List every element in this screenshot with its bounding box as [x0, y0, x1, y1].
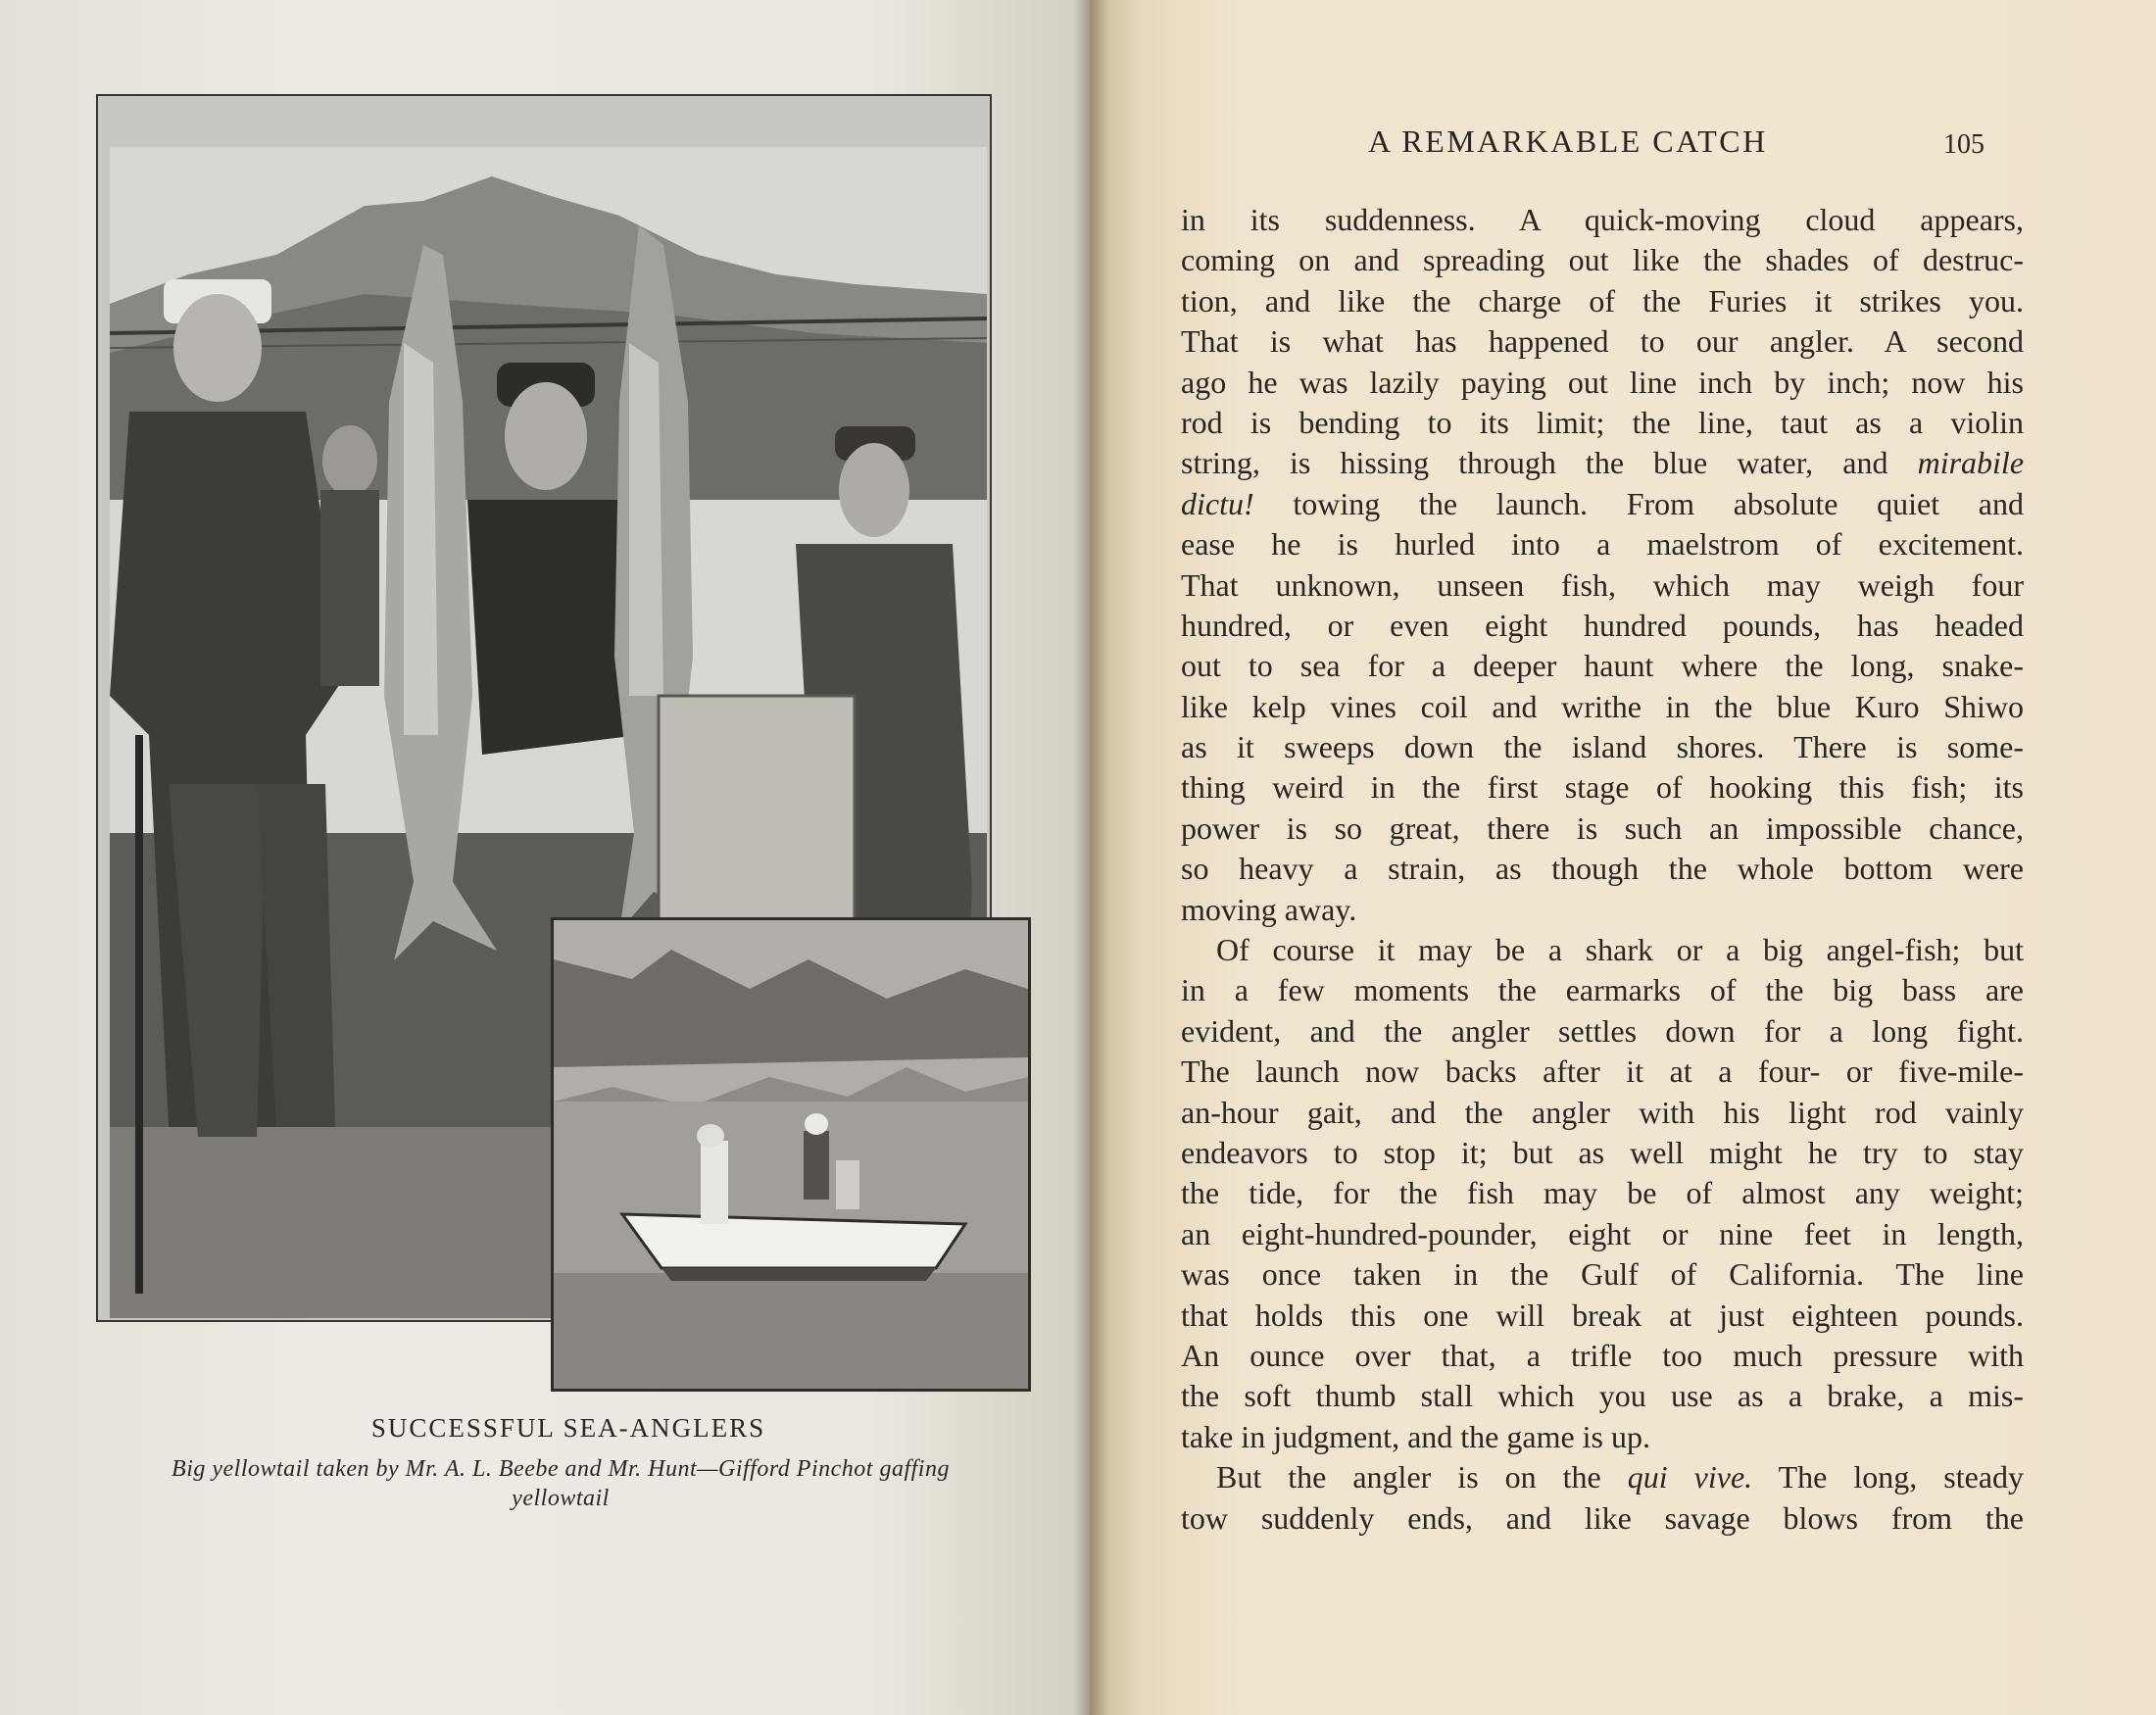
text-line: that holds this one will break at just eighteen pounds.	[1181, 1297, 2024, 1333]
text-line: tow suddenly ends, and like savage blows from the	[1181, 1499, 2024, 1536]
plate-caption-subtitle-line2: yellowtail	[512, 1486, 610, 1511]
body-text	[1181, 200, 2024, 1539]
text-line	[1181, 484, 2024, 524]
italic-phrase: dictu!	[1181, 485, 1254, 521]
text-line: coming on and spreading out like the shades of destruc-	[1181, 242, 2024, 278]
text-line: take in judgment, and the game is up.	[1181, 1418, 1650, 1454]
text-line: like kelp vines coil and writhe in the blue Kuro Shiwo	[1181, 688, 2024, 724]
text-line: ago he was lazily paying out line inch by inch; now his	[1181, 364, 2024, 400]
text-segment: But the angler is on the	[1216, 1459, 1601, 1495]
text-line	[1181, 1457, 2024, 1497]
text-line: An ounce over that, a trifle too much pressure with	[1181, 1337, 2024, 1373]
text-line: an-hour gait, and the angler with his light rod vainly	[1181, 1094, 2024, 1130]
text-line: power is so great, there is such an impossible chance,	[1181, 809, 2024, 846]
italic-phrase: qui vive.	[1627, 1459, 1753, 1495]
text-segment: string, is hissing through the blue water, and	[1181, 445, 1888, 481]
text-line: thing weird in the first stage of hooking this fish; its	[1181, 769, 2024, 806]
plate-caption-subtitle-line1: Big yellowtail taken by Mr. A. L. Beebe and Mr. Hunt—Gifford Pinchot gaffing	[172, 1456, 950, 1482]
book-gutter	[1074, 0, 1109, 1715]
page-number: 105	[1943, 129, 1984, 160]
text-segment: towing the launch. From absolute quiet and	[1293, 485, 2025, 521]
text-line: in a few moments the earmarks of the big bass are	[1181, 972, 2024, 1008]
italic-phrase: mirabile	[1917, 445, 2025, 481]
text-line: hundred, or even eight hundred pounds, has headed	[1181, 607, 2024, 643]
text-line: the tide, for the fish may be of almost any weight;	[1181, 1175, 2024, 1211]
text-line: in its suddenness. A quick-moving cloud appears,	[1181, 202, 2024, 237]
text-line: rod is bending to its limit; the line, taut as a violin	[1181, 404, 2024, 440]
inset-photograph	[551, 917, 1031, 1392]
text-line: an eight-hundred-pounder, eight or nine feet in length,	[1181, 1215, 2024, 1251]
text-line: ease he is hurled into a maelstrom of excitement.	[1181, 526, 2024, 563]
text-line: as it sweeps down the island shores. There is some-	[1181, 729, 2024, 765]
running-head: A REMARKABLE CATCH	[1368, 123, 1768, 159]
text-line: so heavy a strain, as though the whole bottom were	[1181, 851, 2024, 887]
text-line: tion, and like the charge of the Furies it strikes you.	[1181, 282, 2024, 318]
text-line	[1181, 443, 2024, 483]
text-segment: The long, steady	[1778, 1459, 2025, 1495]
text-line: moving away.	[1181, 891, 1357, 927]
text-line: The launch now backs after it at a four- or five-mile-	[1181, 1054, 2024, 1090]
text-line: That unknown, unseen fish, which may weigh four	[1181, 566, 2024, 603]
plate-caption-title: SUCCESSFUL SEA-ANGLERS	[370, 1413, 766, 1443]
text-line: was once taken in the Gulf of California. The line	[1181, 1256, 2024, 1293]
text-line: That is what has happened to our angler. A second	[1181, 323, 2024, 360]
text-line: Of course it may be a shark or a big angel-fish; but	[1216, 932, 2024, 968]
text-line: evident, and the angler settles down for a long fight.	[1181, 1012, 2024, 1049]
boat-photo-illustration	[554, 920, 1028, 1389]
text-line: out to sea for a deeper haunt where the long, snake-	[1181, 648, 2024, 684]
text-line: the soft thumb stall which you use as a brake, a mis-	[1181, 1378, 2024, 1414]
plate-caption-subtitle	[90, 1454, 1031, 1513]
text-line: endeavors to stop it; but as well might he try to stay	[1181, 1134, 2024, 1170]
